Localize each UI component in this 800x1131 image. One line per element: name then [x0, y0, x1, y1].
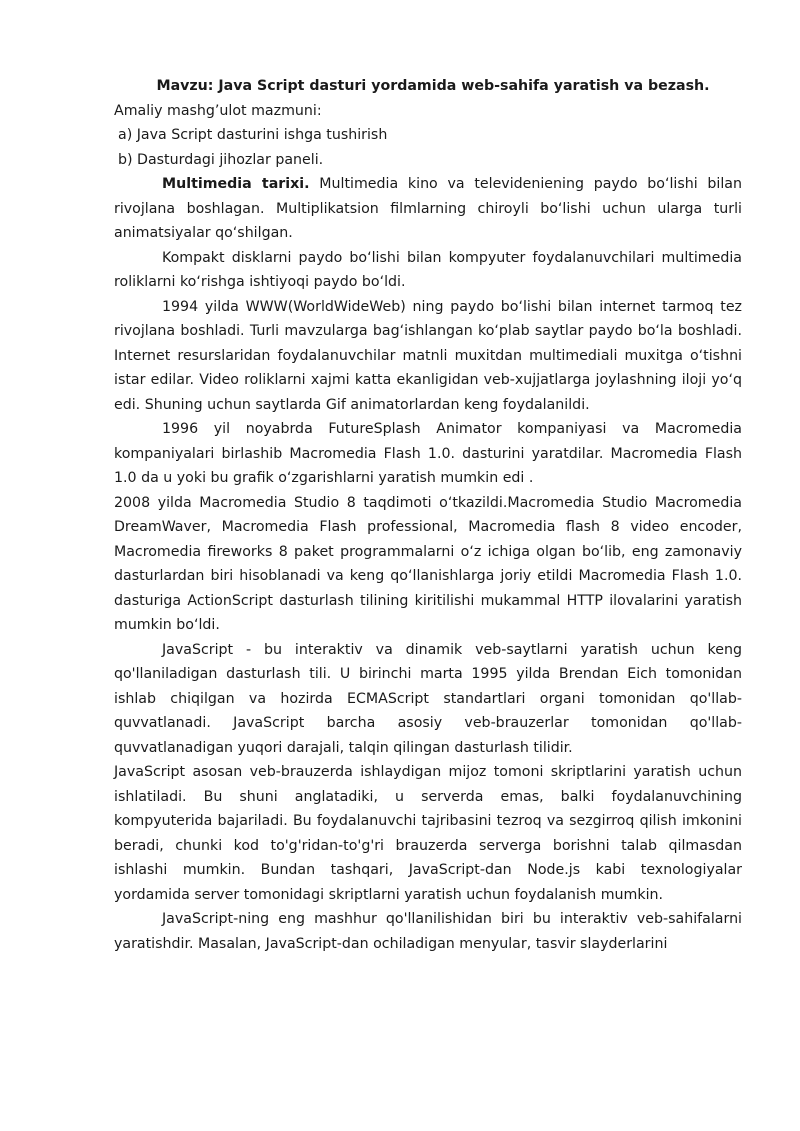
paragraph-studio-2008: 2008 yilda Macromedia Studio 8 taqdimoti o‘tkazildi.Macromedia Studio Macromedia DreamWaver, Macromedia Flash professional, Macromedia flash 8 video encoder, Macromedia fireworks 8 paket programmalarni o‘z ichiga olgan bo‘lib, eng zamonaviy dasturlardan biri hisoblanadi va keng qo‘llanishlarga joriy etildi Macromedia Flash 1.0. dasturiga ActionScript dasturlash tilining kiritilishi mukammal HTTP ilovalarini yaratish mumkin bo‘ldi.: [114, 494, 742, 633]
document-title: Mavzu: Java Script dasturi yordamida web-sahifa yaratish va bezash.: [156, 78, 710, 94]
paragraph-javascript-intro: JavaScript - bu interaktiv va dinamik veb-saytlarni yaratish uchun keng qo'llaniladigan dasturlash tili. U birinchi marta 1995 yilda Brendan Eich tomonidan ishlab chiqilgan va hozirda ECMAScript standartlari organi tomonidan qo'llab-quvvatlanadi. JavaScript barcha asosiy veb-brauzerlar tomonidan qo'llab-quvvatlanadigan yuqori darajali, talqin qilingan dasturlash tilidir.: [114, 641, 742, 756]
plan-heading: Amaliy mashg’ulot mazmuni:: [114, 102, 322, 119]
paragraph-text: Multimedia kino va televideniening paydo bo‘lishi bilan rivojlana boshlagan. Multiplikatsion filmlarning chiroyli bo‘lishi uchun ularga turli animatsiyalar qo‘shilgan.: [114, 176, 742, 241]
plan-item-a: a) Java Script dasturini ishga tushirish: [118, 127, 388, 143]
paragraph-www-1994: 1994 yilda WWW(WorldWideWeb) ning paydo bo‘lishi bilan internet tarmoq tez rivojlana boshladi. Turli mavzularga bag‘ishlangan ko‘plab saytlar paydo bo‘la boshladi. Internet resurslaridan foydalanuvchilar matnli muxitdan multimediali muxitga o‘tishni istar edilar. Video roliklarni xajmi katta ekanligidan veb-xujjatlarga joylashning iloji yo‘q edi. Shuning uchun saytlarda Gif animatorlardan keng foydalanildi.: [114, 298, 742, 413]
paragraph-compact-discs: Kompakt disklarni paydo bo‘lishi bilan kompyuter foydalanuvchilari multimedia roliklarni ko‘rishga ishtiyoqi paydo bo‘ldi.: [114, 249, 742, 290]
paragraph-javascript-uses: JavaScript-ning eng mashhur qo'llanilishidan biri bu interaktiv veb-sahifalarni yaratishdir. Masalan, JavaScript-dan ochiladigan menyular, tasvir slayderlarini: [114, 911, 742, 952]
paragraph-javascript-client: JavaScript asosan veb-brauzerda ishlaydigan mijoz tomoni skriptlarini yaratish uchun ishlatiladi. Bu shuni anglatadiki, u serverda emas, balki foydalanuvchining kompyuterida bajariladi. Bu foydalanuvchi tajribasini tezroq va sezgirroq qilish imkonini beradi, chunki kod to'g'ridan-to'g'ri brauzerda serverga borishni talab qilmasdan ishlashi mumkin. Bundan tashqari, JavaScript-dan Node.js kabi texnologiyalar yordamida server tomonidagi skriptlarni yaratish uchun foydalanish mumkin.: [114, 764, 742, 903]
document-page: [114, 74, 742, 956]
paragraph-flash-1996: 1996 yil noyabrda FutureSplash Animator kompaniyasi va Macromedia kompaniyalari birlashib Macromedia Flash 1.0. dasturini yaratdilar. Macromedia Flash 1.0 da u yoki bu grafik o‘zgarishlarni yaratish mumkin edi .: [114, 421, 742, 486]
plan-item-b: b) Dasturdagi jihozlar paneli.: [118, 151, 324, 168]
paragraph-multimedia-history: [114, 172, 742, 246]
paragraph-lead: Multimedia tarixi.: [162, 176, 310, 192]
